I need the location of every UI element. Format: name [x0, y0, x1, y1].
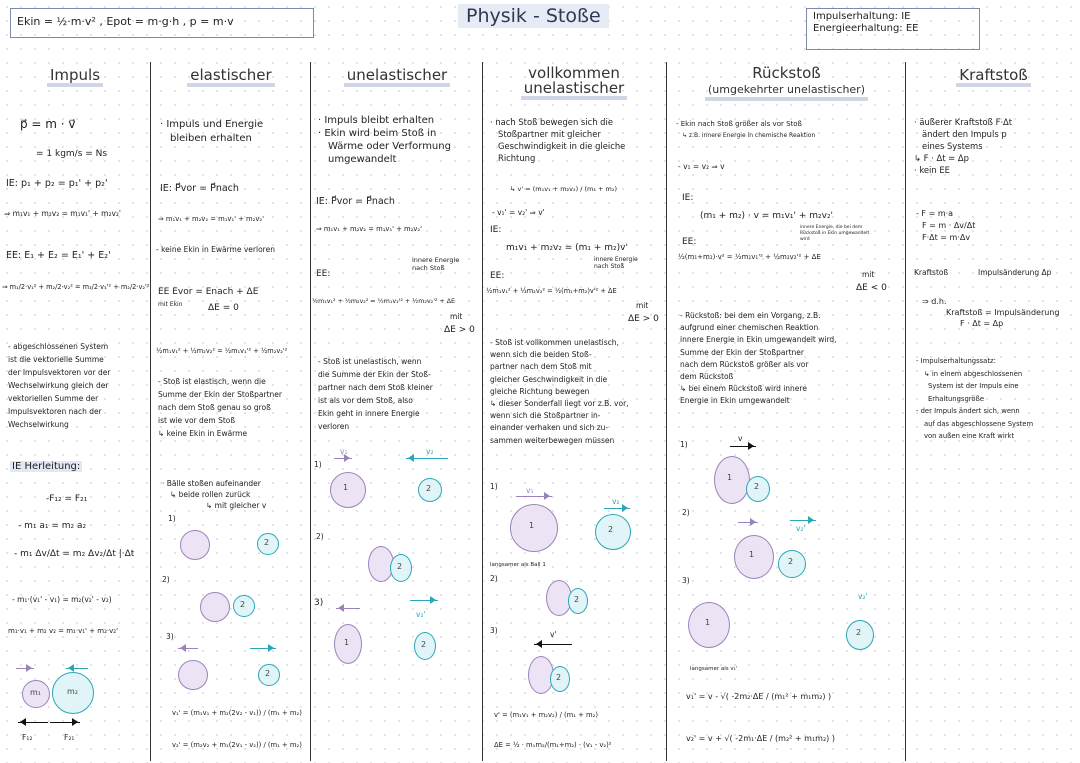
- ball-1: 1: [330, 472, 366, 508]
- column-header-rueckstoss: Rückstoß (umgekehrter unelastischer): [668, 66, 905, 101]
- velocity-arrow: [406, 458, 448, 459]
- vollkommen-ie: IE:: [490, 225, 502, 235]
- velocity-arrow: [516, 496, 552, 497]
- elastisch-text: - Stoß ist elastisch, wenn die Summe der Ekin der Stoßpartner nach dem Stoß genau so groß ist wie vor dem Stoß ↳ keine Ekin in Ewärme: [158, 377, 282, 438]
- velocity-arrow: [336, 608, 360, 609]
- rueckstoss-text: - Rückstoß: bei dem ein Vorgang, z.B. aufgrund einer chemischen Reaktion innere Energie in Ekin umgewandelt wird, Summe der Ekin der Stoßpartner nach dem Rückstoß größer als vor dem Rückstoß ↳ bei einem Rückstoß wird innere Energie in Ekin umgewandelt: [680, 311, 837, 406]
- impuls-unit: = 1 kgm/s = Ns: [36, 149, 108, 159]
- vollkommen-intro: · nach Stoß bewegen sich die Stoßpartner mit gleicher Geschwindigkeit in die gleiche Richtung: [490, 117, 626, 163]
- velocity-arrow: [738, 522, 758, 523]
- vollkommen-ie-expanded: m₁v₁ + m₂v₂ = (m₁ + m₂)v': [506, 243, 628, 253]
- column-divider: [482, 62, 483, 761]
- herleitung-step: - m₁ Δv/Δt = m₂ Δv₂/Δt |·Δt: [14, 549, 135, 559]
- ball-1: 1: [510, 504, 558, 552]
- vollkommen-relation: - v₁' = v₂' ⇒ v': [492, 208, 545, 217]
- impuls-definition: p⃗ = m · v⃗: [20, 117, 76, 131]
- velocity-label: v₂': [858, 592, 868, 601]
- ball-1-deformed: 1: [334, 624, 362, 664]
- unelastisch-delta-e: ΔE > 0: [444, 325, 475, 335]
- rueckstoss-annotation: innere Energie, die bei dem Rückstoß in Ekin umgewandelt wird: [800, 225, 870, 242]
- velocity-label: v₁: [340, 447, 348, 456]
- rueckstoss-ie-expanded: (m₁ + m₂) · v = m₁v₁' + m₂v₂': [700, 211, 834, 221]
- velocity-arrow: [410, 600, 438, 601]
- ball-2-deformed: 2: [390, 554, 412, 582]
- column-header-elastisch: elastischer: [152, 66, 310, 87]
- unelastisch-ie-expanded: ⇒ m₁v₁ + m₂v₂ = m₁v₁' + m₂v₂': [316, 225, 423, 233]
- rueckstoss-delta-e: ΔE < 0: [856, 283, 887, 293]
- legend-box: [806, 8, 980, 50]
- unelastisch-text: - Stoß ist unelastisch, wenn die Summe der Ekin der Stoß- partner nach dem Stoß kleiner ist als vor dem Stoß, also Ekin geht in innere Energie verloren: [318, 357, 433, 431]
- rueckstoss-ie: IE:: [682, 193, 694, 203]
- herleitung-step: - m₁·(v₁' - v₁) = m₂(v₂' - v₂): [12, 595, 112, 604]
- step-number: 3): [490, 626, 498, 635]
- velocity-arrow: [16, 668, 34, 669]
- rueckstoss-relation: - v₁ = v₂ ⇒ v: [678, 162, 725, 171]
- vollkommen-slow-note: langsamer als Ball 1: [490, 562, 546, 568]
- step-number: 2): [162, 575, 170, 584]
- vollkommen-ee: EE:: [490, 271, 505, 281]
- ball-1: [180, 530, 210, 560]
- rueckstoss-formula-v1: v₁' = v - √( -2m₂·ΔE / (m₁² + m₁m₂) ): [686, 692, 832, 701]
- column-header-impuls: Impuls: [0, 66, 150, 87]
- vollkommen-annotation: innere Energie nach Stoß: [594, 256, 638, 270]
- velocity-label: v': [550, 630, 557, 639]
- elastisch-ee: EE Evor = Enach + ΔE: [158, 287, 259, 297]
- rueckstoss-slow-note: langsamer als v₁': [690, 666, 738, 672]
- elastisch-ie-expanded: ⇒ m₁v₁ + m₂v₂ = m₁v₁' + m₂v₂': [158, 215, 265, 223]
- elastisch-ee-sub: mit Ekin: [158, 301, 183, 308]
- step-number: 1): [490, 482, 498, 491]
- step-number: 1): [314, 460, 322, 469]
- force-label: F₁₂: [22, 733, 33, 742]
- elastisch-ee-expanded: ½m₁v₁² + ½m₂v₂² = ½m₁v₁'² + ½m₂v₂'²: [156, 347, 288, 355]
- column-header-unelastisch: unelastischer: [312, 66, 482, 87]
- vollkommen-formula-de: ΔE = ½ · m₁m₂/(m₁+m₂) · (v₁ - v₂)²: [494, 741, 612, 749]
- mass-ball: m₁: [22, 680, 50, 708]
- ball-1-deformed: 1: [714, 456, 750, 504]
- step-number: 3): [166, 632, 174, 641]
- ball-2: 2: [257, 533, 279, 555]
- impuls-ie-expanded: ⇒ m₁v₁ + m₂v₂ = m₁v₁' + m₂v₂': [4, 209, 121, 218]
- unelastisch-ee-expanded: ½m₁v₁² + ½m₂v₂² = ½m₁v₁'² + ½m₂v₂'² + ΔE: [312, 298, 456, 305]
- elastisch-ie: IE: P⃗vor = P⃗nach: [160, 183, 239, 194]
- step-number: 3): [314, 598, 324, 608]
- velocity-arrow: [790, 520, 816, 521]
- mit-label: mit: [862, 270, 875, 279]
- impuls-definition-text: - abgeschlossenen System ist die vektorielle Summe der Impulsvektoren vor der Wechselwirkung gleich der vektoriellen Summe der Impulsvektoren nach der Wechselwirkung: [8, 342, 111, 429]
- ball-2: 2: [418, 478, 442, 502]
- step-number: 2): [682, 508, 690, 517]
- vollkommen-text: - Stoß ist vollkommen unelastisch, wenn sich die beiden Stoß- partner nach dem Stoß mit gleicher Geschwindigkeit in die gleiche Richtung bewegen ↳ dieser Sonderfall liegt vor z.B. vor, wenn sich die Stoßpartner in- einander verhaken und sich zu- sammen weiterbewegen müssen: [490, 338, 629, 445]
- kraftstoss-text: - Impulserhaltungssatz: ↳ in einem abgeschlossenen System ist der Impuls eine Erhaltungsgröße - der Impuls ändert sich, wenn auf das abgeschlossene System von außen eine Kraft wirkt: [916, 357, 1034, 440]
- velocity-arrow: [66, 668, 88, 669]
- ball-1: 1: [688, 602, 730, 648]
- ball-1-deformed: 1: [734, 535, 774, 579]
- rueckstoss-formula-v2: v₂' = v + √( -2m₁·ΔE / (m₂² + m₁m₂) ): [686, 734, 835, 743]
- velocity-label: v₂: [612, 497, 620, 506]
- ball-2-deformed: 2: [568, 588, 588, 614]
- impuls-ie: IE: p₁ + p₂ = p₁' + p₂': [6, 178, 108, 189]
- rueckstoss-ee-expanded: ½(m₁+m₂)·v² = ½m₁v₁'² + ½m₂v₂'² + ΔE: [678, 253, 821, 261]
- velocity-arrow: [178, 648, 198, 649]
- ball-2: 2: [778, 550, 806, 578]
- column-header-vollkommen: vollkommen unelastischer: [484, 66, 664, 100]
- kraftstoss-label: Kraftstoß: [914, 268, 949, 277]
- vollkommen-formula-v: ↳ v' = (m₁v₁ + m₂v₂) / (m₁ + m₂): [510, 185, 618, 193]
- vollkommen-ee-expanded: ½m₁v₁² + ½m₂v₂² = ½(m₁+m₂)v'² + ΔE: [486, 287, 617, 295]
- energy-formulas: Ekin = ½·m·v² , Epot = m·g·h , p = m·v: [17, 15, 234, 28]
- herleitung-step: m₁·v₁ + m₂ v₂ = m₁·v₁' + m₂·v₂': [8, 627, 118, 635]
- ball-2: 2: [846, 620, 874, 650]
- impuls-ee-expanded: ⇒ m₁/2·v₁² + m₂/2·v₂² = m₁/2·v₁'² + m₂/2·v₂'²: [2, 283, 150, 291]
- elastisch-note: - keine Ekin in Ewärme verloren: [156, 245, 275, 254]
- ball-1: [178, 660, 208, 690]
- unelastisch-ie: IE: P⃗vor = P⃗nach: [316, 196, 395, 207]
- legend-ie: Impulserhaltung: IE: [813, 11, 911, 22]
- step-number: 2): [490, 574, 498, 583]
- elastisch-formula-v2: v₂' = (m₂v₂ + m₁(2v₁ - v₂)) / (m₁ + m₂): [172, 741, 302, 749]
- force-arrow: [18, 722, 48, 723]
- impuls-ee: EE: E₁ + E₂ = E₁' + E₂': [6, 250, 111, 261]
- kraftstoss-conclusion: ⇒ d.h. Kraftstoß = Impulsänderung F · Δt = Δp: [922, 297, 1060, 328]
- ball-2: 2: [258, 664, 280, 686]
- vollkommen-formula-v: v' = (m₁v₁ + m₂v₂) / (m₁ + m₂): [494, 711, 599, 719]
- column-divider: [150, 62, 151, 761]
- formula-box: [10, 8, 314, 38]
- velocity-arrow: [250, 648, 276, 649]
- velocity-label: v₂: [426, 447, 434, 456]
- impuls-herleitung-heading: IE Herleitung:: [12, 461, 81, 472]
- mit-label: mit: [450, 312, 463, 321]
- herleitung-step: -F₁₂ = F₂₁: [46, 494, 88, 504]
- impulsaenderung-label: Impulsänderung Δp: [978, 268, 1052, 277]
- step-number: 1): [680, 440, 688, 449]
- column-divider: [666, 62, 667, 761]
- elastisch-delta-e: ΔE = 0: [208, 303, 239, 313]
- unelastisch-annotation: innere Energie nach Stoß: [412, 256, 460, 272]
- velocity-arrow: [534, 644, 572, 645]
- mit-label: mit: [636, 301, 649, 310]
- ball-2-deformed: 2: [550, 666, 570, 692]
- ball-2: 2: [595, 514, 631, 550]
- kraftstoss-formulas: - F = m·a F = m · Δv/Δt F·Δt = m·Δv: [916, 209, 976, 242]
- step-number: 2): [316, 532, 324, 541]
- column-divider: [310, 62, 311, 761]
- ball-2-deformed: 2: [414, 632, 436, 660]
- force-label: F₂₁: [64, 733, 75, 742]
- velocity-arrow: [604, 508, 630, 509]
- step-number: 1): [168, 514, 176, 523]
- ball-2: 2: [746, 476, 770, 502]
- velocity-arrow: [334, 458, 352, 459]
- ball-1: [200, 592, 230, 622]
- velocity-label: v₁: [526, 486, 534, 495]
- herleitung-step: - m₁ a₁ = m₂ a₂: [18, 521, 87, 531]
- column-header-kraftstoss: Kraftstoß: [907, 66, 1080, 87]
- unelastisch-ee: EE:: [316, 269, 331, 279]
- elastisch-intro: · Impuls und Energie bleiben erhalten: [160, 119, 264, 144]
- velocity-label: v₂': [796, 524, 806, 533]
- page-title: Physik - Stoße: [458, 4, 609, 28]
- force-arrow: [50, 722, 80, 723]
- velocity-label: v₂': [416, 610, 426, 619]
- vollkommen-delta-e: ΔE > 0: [628, 314, 659, 324]
- step-number: 3): [682, 576, 690, 585]
- velocity-label: v: [738, 434, 743, 443]
- unelastisch-intro: · Impuls bleibt erhalten · Ekin wird beim Stoß in Wärme oder Verformung umgewandelt: [318, 115, 451, 165]
- legend-ee: Energieerhaltung: EE: [813, 23, 919, 34]
- velocity-arrow: [730, 446, 756, 447]
- kraftstoss-intro: · äußerer Kraftstoß F·Δt ändert den Impuls p eines Systems ↳ F · Δt = Δp · kein EE: [914, 117, 1013, 175]
- elastisch-balls-note: · Bälle stoßen aufeinander ↳ beide rollen zurück ↳ mit gleicher v: [162, 479, 267, 510]
- rueckstoss-ee: EE:: [682, 237, 697, 247]
- mass-ball: m₂: [52, 672, 94, 714]
- elastisch-formula-v1: v₁' = (m₁v₁ + m₂(2v₂ - v₁)) / (m₁ + m₂): [172, 709, 302, 717]
- column-divider: [905, 62, 906, 761]
- rueckstoss-intro: - Ekin nach Stoß größer als vor Stoß ↳ z.B. innere Energie in chemische Reaktion: [676, 120, 816, 139]
- ball-2: 2: [233, 595, 255, 617]
